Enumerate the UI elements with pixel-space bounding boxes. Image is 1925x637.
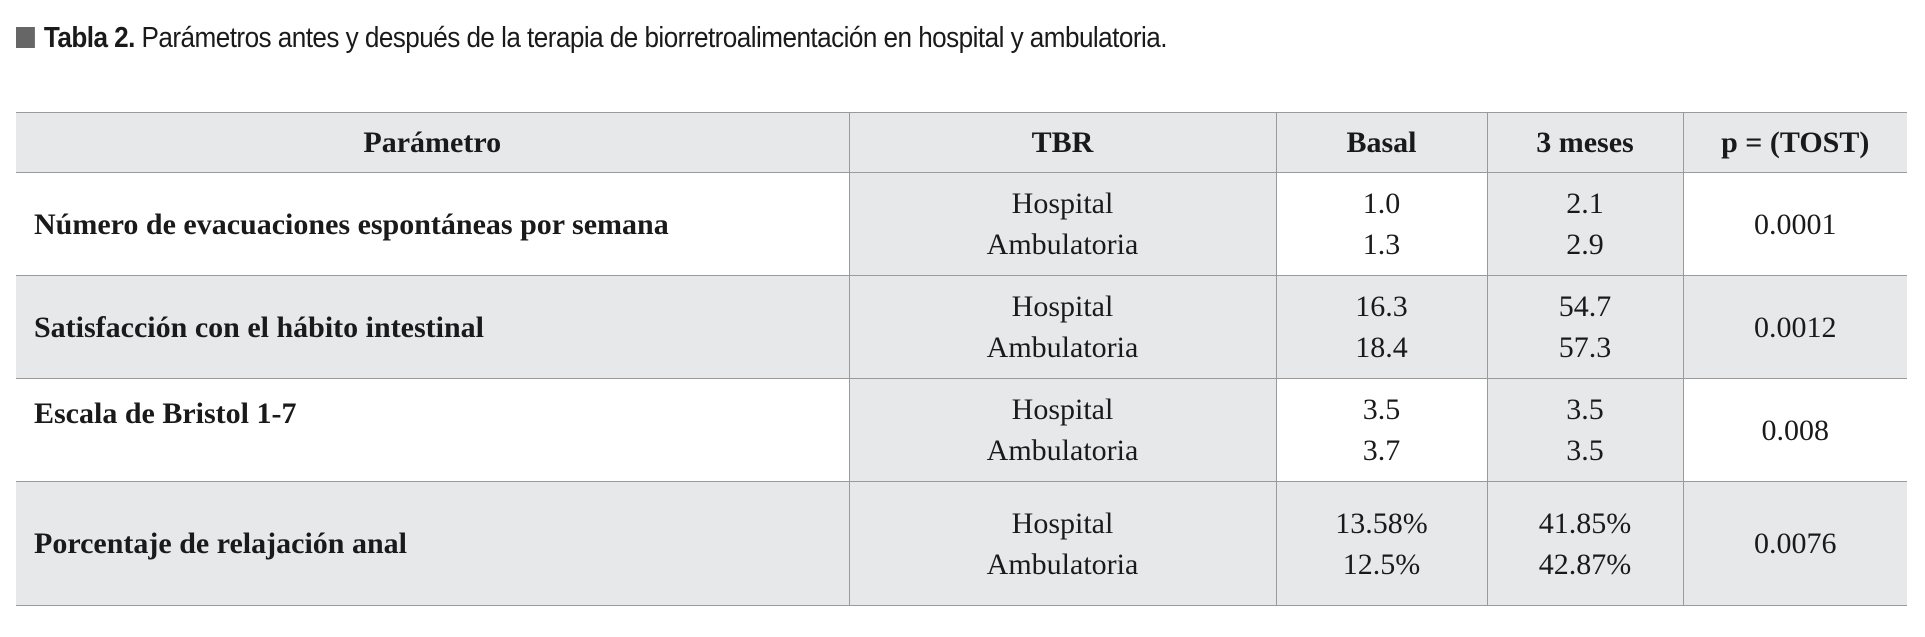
table-row: [16, 482, 1907, 606]
basal-ambulatoria: 3.7: [1362, 434, 1401, 467]
basal-ambulatoria: 12.5%: [1342, 547, 1421, 581]
meses3-cell: [1487, 482, 1683, 606]
basal-hospital: 1.0: [1362, 187, 1401, 220]
tbr-cell: [849, 276, 1276, 379]
p-value-cell: 0.0076: [1683, 482, 1907, 606]
header-basal: Basal: [1276, 113, 1487, 173]
basal-cell: [1276, 276, 1487, 379]
basal-cell: [1276, 173, 1487, 276]
meses3-cell: [1487, 276, 1683, 379]
basal-hospital: 3.5: [1362, 393, 1401, 426]
meses3-hospital: 2.1: [1566, 187, 1604, 220]
meses3-hospital: 54.7: [1558, 290, 1612, 323]
caption-square-icon: [16, 27, 35, 48]
tbr-ambulatoria: Ambulatoria: [986, 547, 1139, 581]
basal-cell: [1276, 379, 1487, 482]
tbr-ambulatoria: Ambulatoria: [986, 228, 1139, 261]
parametro-cell: Porcentaje de relajación anal: [16, 482, 849, 606]
meses3-hospital: 3.5: [1566, 393, 1604, 426]
tbr-hospital: Hospital: [1011, 187, 1114, 220]
basal-hospital: 13.58%: [1335, 506, 1428, 540]
basal-ambulatoria: 18.4: [1355, 331, 1408, 364]
tbr-cell: [849, 173, 1276, 276]
header-tbr: TBR: [849, 113, 1276, 173]
p-value-cell: 0.008: [1683, 379, 1907, 482]
parametro-cell: Escala de Bristol 1-7: [16, 379, 849, 482]
tbr-hospital: Hospital: [1011, 393, 1114, 426]
header-parametro: Parámetro: [16, 113, 849, 173]
p-value-cell: 0.0012: [1683, 276, 1907, 379]
table-caption: [16, 22, 1167, 55]
meses3-cell: [1487, 173, 1683, 276]
basal-hospital: 16.3: [1355, 290, 1408, 323]
header-p-tost: p = (TOST): [1683, 113, 1907, 173]
tbr-hospital: Hospital: [1011, 506, 1114, 540]
tbr-cell: [849, 379, 1276, 482]
parametro-cell: Satisfacción con el hábito intestinal: [16, 276, 849, 379]
meses3-ambulatoria: 57.3: [1558, 331, 1612, 364]
basal-ambulatoria: 1.3: [1362, 228, 1401, 261]
meses3-ambulatoria: 42.87%: [1538, 547, 1632, 581]
meses3-hospital: 41.85%: [1538, 506, 1632, 540]
meses3-ambulatoria: 2.9: [1566, 228, 1604, 261]
meses3-cell: [1487, 379, 1683, 482]
tbr-ambulatoria: Ambulatoria: [986, 331, 1139, 364]
tbr-ambulatoria: Ambulatoria: [986, 434, 1139, 467]
tbr-hospital: Hospital: [1011, 290, 1114, 323]
p-value-cell: 0.0001: [1683, 173, 1907, 276]
table-row: [16, 173, 1907, 276]
results-table: [16, 112, 1907, 606]
parametro-cell: Número de evacuaciones espontáneas por semana: [16, 173, 849, 276]
caption-label: Tabla 2.: [43, 22, 135, 54]
table-header-row: [16, 113, 1907, 173]
header-3-meses: 3 meses: [1487, 113, 1683, 173]
table-row: [16, 276, 1907, 379]
meses3-ambulatoria: 3.5: [1566, 434, 1604, 467]
table-row: [16, 379, 1907, 482]
tbr-cell: [849, 482, 1276, 606]
basal-cell: [1276, 482, 1487, 606]
caption-text: Parámetros antes y después de la terapia de biorretroalimentación en hospital y ambulatoria.: [134, 22, 1167, 54]
